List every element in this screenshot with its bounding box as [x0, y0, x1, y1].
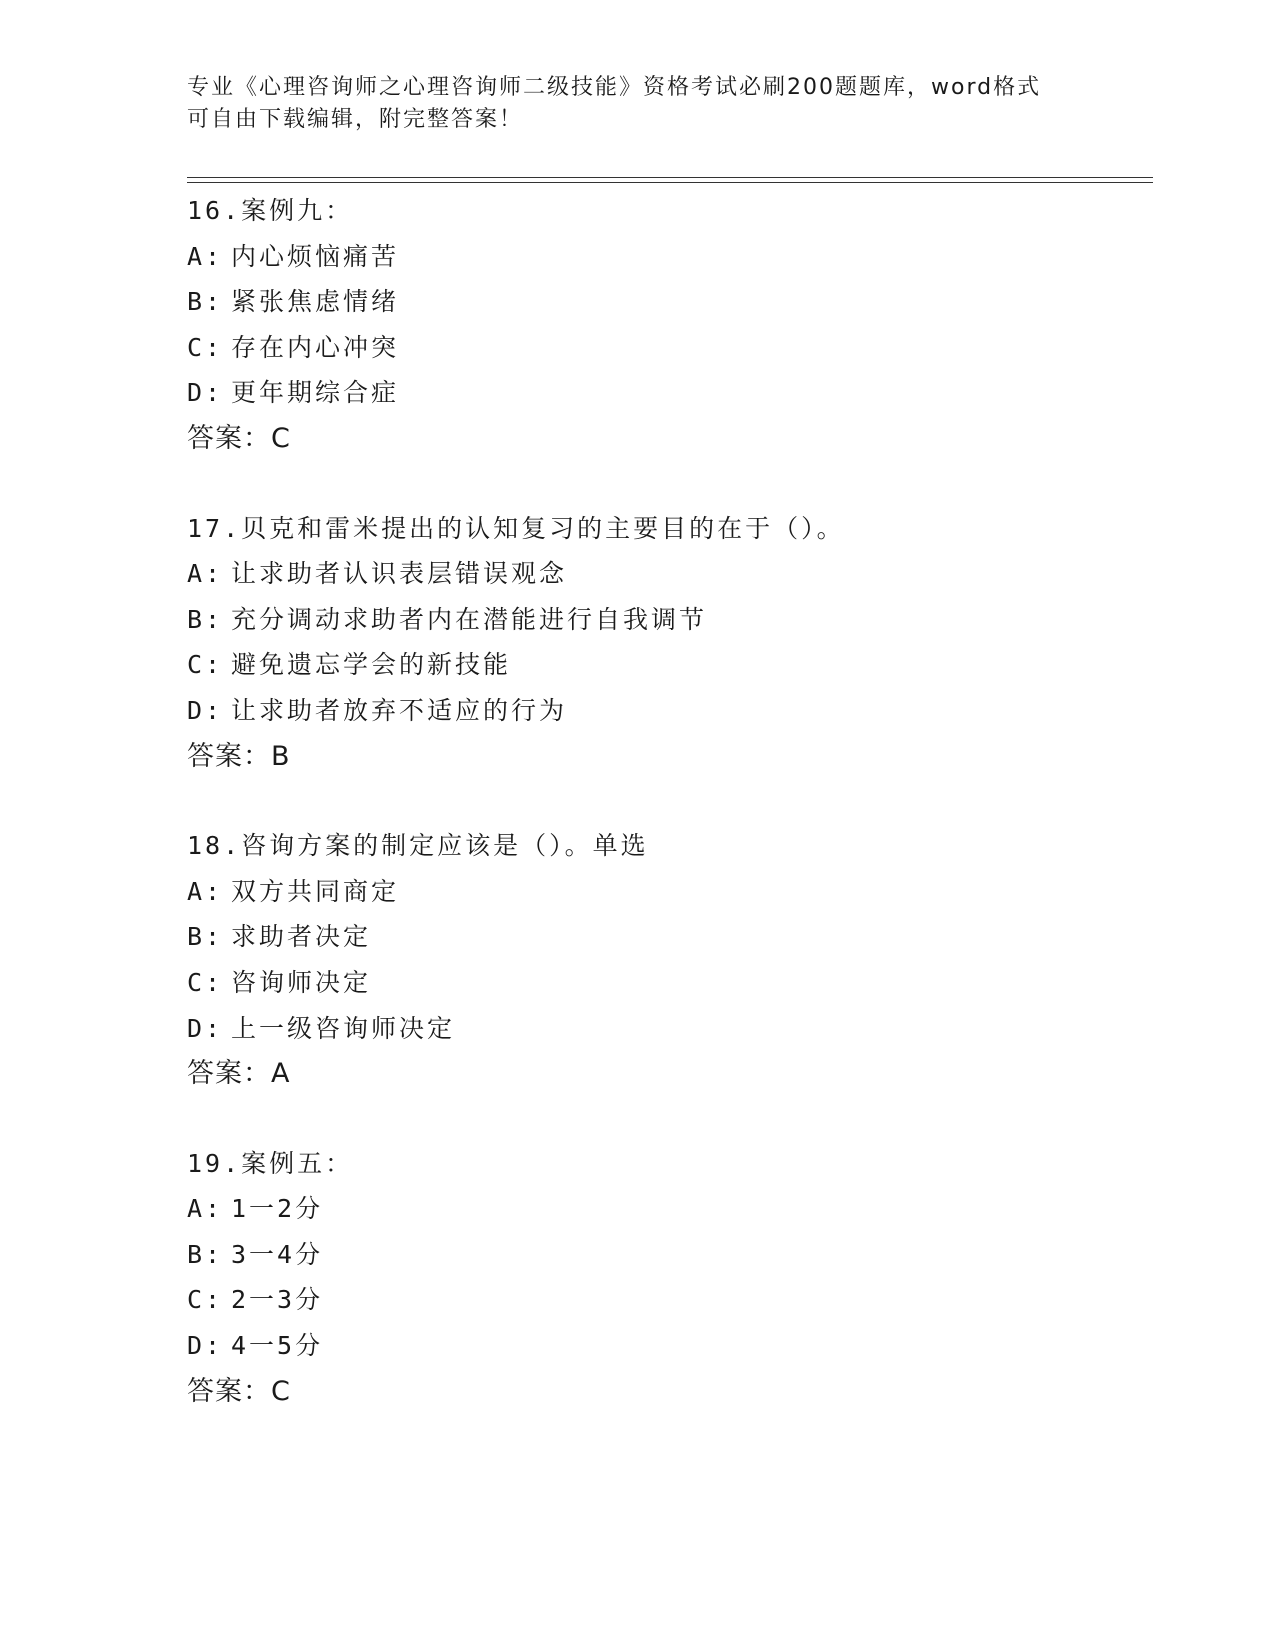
- option-letter: C:: [187, 967, 224, 997]
- option-text: 存在内心冲突: [231, 332, 400, 362]
- option-a: [187, 234, 1147, 280]
- option-d: [187, 688, 1147, 734]
- option-a: [187, 551, 1147, 597]
- option-text: 双方共同商定: [231, 876, 400, 906]
- document-header: [187, 72, 1087, 136]
- question-18: [187, 823, 1147, 1097]
- question-stem: 19.案例五：: [187, 1148, 354, 1178]
- option-text: 咨询师决定: [231, 967, 372, 997]
- option-text: 3一4分: [231, 1239, 324, 1269]
- option-text: 上一级咨询师决定: [231, 1013, 456, 1043]
- option-b: [187, 914, 1147, 960]
- answer-line: 答案：C: [187, 1375, 291, 1407]
- option-letter: D:: [187, 1331, 224, 1361]
- header-divider-top: [187, 177, 1153, 178]
- option-c: [187, 642, 1147, 688]
- header-line-1: 专业《心理咨询师之心理咨询师二级技能》资格考试必刷200题题库，word格式: [187, 75, 1042, 100]
- option-b: [187, 1232, 1147, 1278]
- option-letter: C:: [187, 1285, 224, 1315]
- option-text: 让求助者认识表层错误观念: [231, 559, 568, 589]
- option-c: [187, 960, 1147, 1006]
- option-letter: D:: [187, 378, 224, 408]
- option-a: [187, 1186, 1147, 1232]
- option-letter: A:: [187, 559, 224, 589]
- option-d: [187, 1006, 1147, 1052]
- question-19: [187, 1141, 1147, 1415]
- question-16: [187, 188, 1147, 462]
- option-text: 内心烦恼痛苦: [231, 241, 400, 271]
- option-letter: D:: [187, 1013, 224, 1043]
- option-letter: B:: [187, 1239, 224, 1269]
- answer-line: 答案：A: [187, 1058, 291, 1090]
- option-text: 充分调动求助者内在潜能进行自我调节: [231, 604, 708, 634]
- header-divider-bottom: [187, 182, 1153, 183]
- option-letter: D:: [187, 695, 224, 725]
- option-c: [187, 325, 1147, 371]
- option-a: [187, 869, 1147, 915]
- option-text: 1一2分: [231, 1194, 324, 1224]
- option-d: [187, 370, 1147, 416]
- option-letter: B:: [187, 287, 224, 317]
- answer-line: 答案：B: [187, 740, 291, 772]
- option-text: 紧张焦虑情绪: [231, 287, 400, 317]
- question-list: [187, 188, 1147, 1458]
- option-letter: B:: [187, 604, 224, 634]
- option-b: [187, 279, 1147, 325]
- option-text: 求助者决定: [231, 922, 372, 952]
- answer-line: 答案：C: [187, 422, 291, 454]
- option-letter: C:: [187, 332, 224, 362]
- option-letter: C:: [187, 650, 224, 680]
- option-letter: A:: [187, 876, 224, 906]
- option-text: 让求助者放弃不适应的行为: [231, 695, 568, 725]
- option-letter: A:: [187, 241, 224, 271]
- option-letter: B:: [187, 922, 224, 952]
- header-line-2: 可自由下载编辑，附完整答案！: [187, 107, 524, 132]
- question-stem: 16.案例九：: [187, 196, 354, 225]
- question-17: [187, 506, 1147, 780]
- question-stem: 18.咨询方案的制定应该是（）。单选: [187, 831, 649, 861]
- question-stem: 17.贝克和雷米提出的认知复习的主要目的在于（）。: [187, 513, 845, 543]
- option-letter: A:: [187, 1194, 224, 1224]
- option-d: [187, 1323, 1147, 1369]
- option-text: 避免遗忘学会的新技能: [231, 650, 512, 680]
- option-text: 4一5分: [231, 1331, 324, 1361]
- option-text: 更年期综合症: [231, 378, 400, 408]
- option-b: [187, 597, 1147, 643]
- option-text: 2一3分: [231, 1285, 324, 1315]
- option-c: [187, 1277, 1147, 1323]
